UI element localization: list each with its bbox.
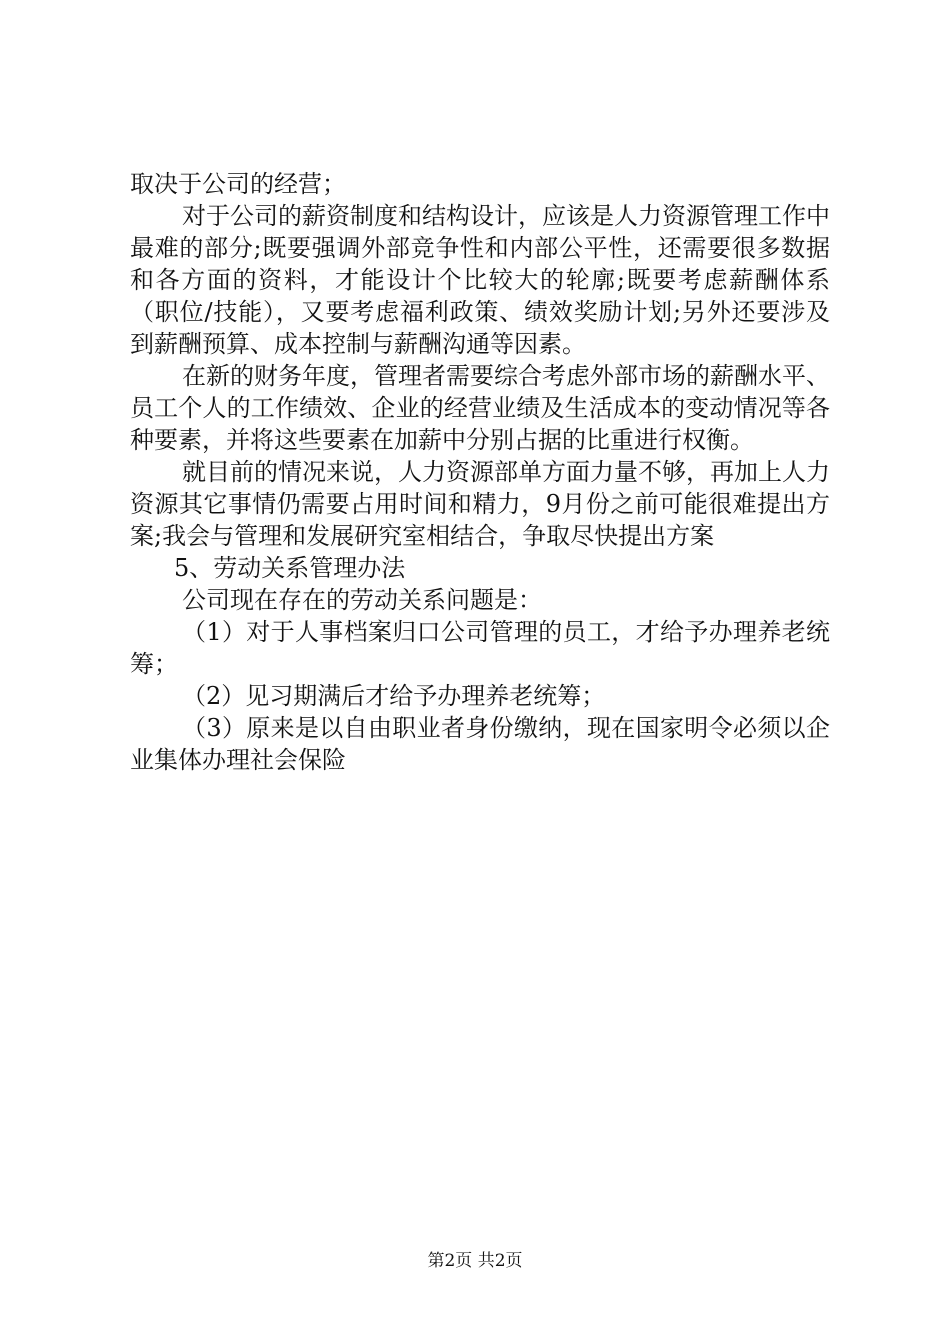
list-item: （2）见习期满后才给予办理养老统筹； <box>182 682 606 710</box>
section-heading: 5、劳动关系管理办法 <box>174 554 406 582</box>
paragraph: 公司现在存在的劳动关系问题是： <box>182 586 542 614</box>
paragraph: 在新的财务年度，管理者需要综合考虑外部市场的薪酬水平、员工个人的工作绩效、企业的经营业绩及生活成本的变动情况等各种要素，并将这些要素在加薪中分别占据的比重进行权衡。 <box>130 362 830 454</box>
paragraph: 取决于公司的经营； <box>130 170 346 198</box>
page-number-label: 第2页 共2页 <box>427 1251 523 1271</box>
document-body <box>130 168 830 776</box>
list-item: （1）对于人事档案归口公司管理的员工，才给予办理养老统筹； <box>130 618 830 678</box>
paragraph: 对于公司的薪资制度和结构设计，应该是人力资源管理工作中最难的部分;既要强调外部竞争性和内部公平性，还需要很多数据和各方面的资料，才能设计个比较大的轮廓;既要考虑薪酬体系（职位/技能），又要考虑福利政策、绩效奖励计划;另外还要涉及到薪酬预算、成本控制与薪酬沟通等因素。 <box>130 202 830 358</box>
paragraph: 就目前的情况来说，人力资源部单方面力量不够，再加上人力资源其它事情仍需要占用时间和精力，9月份之前可能很难提出方案;我会与管理和发展研究室相结合，争取尽快提出方案 <box>130 458 830 550</box>
page-footer <box>0 1246 950 1271</box>
list-item: （3）原来是以自由职业者身份缴纳，现在国家明令必须以企业集体办理社会保险 <box>130 714 830 774</box>
